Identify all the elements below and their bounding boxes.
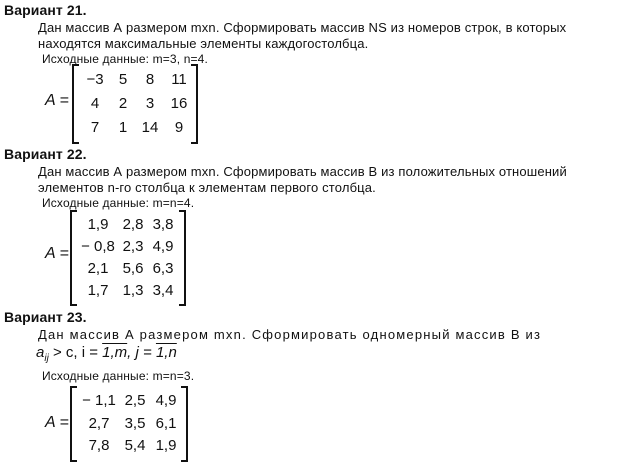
matrix-cell: −3 (86, 71, 104, 88)
matrix-cell: 1 (118, 119, 128, 136)
variant21-text-line2: находятся максимальные элементы каждогостолбца. (38, 36, 369, 51)
matrix-cell: 6,3 (152, 260, 174, 277)
matrix-cell: 2,1 (87, 260, 109, 277)
variant23-matrix (70, 388, 188, 460)
matrix-cell: 4 (90, 95, 100, 112)
variant23-title: Вариант 23. (4, 309, 87, 325)
matrix-cell: 7,8 (88, 437, 110, 455)
matrix-cell: 4,9 (152, 238, 174, 255)
formula-subscript: ij (44, 353, 49, 364)
formula-condition: > c, i = (48, 344, 103, 361)
matrix-cell: 11 (171, 71, 187, 88)
matrix-cell: 2 (118, 95, 128, 112)
matrix-cell: 3,8 (152, 216, 174, 233)
matrix-cell: 2,8 (122, 216, 144, 233)
matrix-cell: 3,4 (152, 282, 174, 299)
variant23-formula (36, 344, 177, 364)
variant22-title: Вариант 22. (4, 146, 87, 162)
formula-a: a (36, 344, 45, 361)
matrix-cell: 5,4 (124, 437, 146, 455)
variant23-matrix-label: A = (45, 414, 69, 431)
matrix-cell: 1,9 (155, 437, 177, 455)
variant22-matrix (70, 212, 186, 304)
matrix-cell: − 0,8 (81, 238, 115, 255)
variant21-title: Вариант 21. (4, 2, 87, 18)
variant23-text-line1: Дан массив А размером mxn. Сформировать одномерный массив В из (38, 327, 542, 342)
matrix-cell: 8 (145, 71, 155, 88)
matrix-cell: 3 (145, 95, 155, 112)
matrix-cell: 14 (141, 119, 159, 136)
matrix-cell: 16 (170, 95, 188, 112)
matrix-cell: 2,3 (122, 238, 144, 255)
variant23-input-label: Исходные данные: m=n=3. (42, 369, 195, 383)
matrix-cell: 9 (174, 119, 184, 136)
matrix-cell: 2,7 (88, 414, 110, 432)
matrix-cell: 1,9 (87, 216, 109, 233)
variant22-input-label: Исходные данные: m=n=4. (42, 196, 195, 210)
variant21-matrix (72, 66, 198, 142)
matrix-cell: 2,5 (124, 392, 146, 409)
matrix-cell: 5 (118, 71, 128, 88)
formula-j: , j = (127, 344, 156, 361)
variant21-matrix-label: A = (45, 92, 69, 109)
matrix-cell: 7 (90, 119, 100, 136)
variant21-input-label: Исходные данные: m=3, n=4. (42, 52, 208, 66)
matrix-cell: 6,1 (155, 414, 177, 432)
matrix-cell: 4,9 (155, 392, 177, 409)
matrix-cell: 1,7 (87, 282, 109, 299)
formula-j-range: 1,n (155, 344, 177, 361)
variant21-text-line1: Дан массив А размером mxn. Сформировать массив NS из номеров строк, в которых (38, 20, 567, 35)
variant22-matrix-label: A = (45, 245, 69, 262)
matrix-cell: − 1,1 (82, 392, 116, 409)
matrix-cell: 1,3 (122, 282, 144, 299)
matrix-cell: 5,6 (122, 260, 144, 277)
variant22-text-line2: элементов n-го столбца к элементам первого столбца. (38, 180, 376, 195)
formula-i-range: 1,m (102, 344, 128, 361)
matrix-cell: 3,5 (124, 414, 146, 432)
variant22-text-line1: Дан массив А размером mxn. Сформировать массив В из положительных отношений (38, 164, 567, 179)
